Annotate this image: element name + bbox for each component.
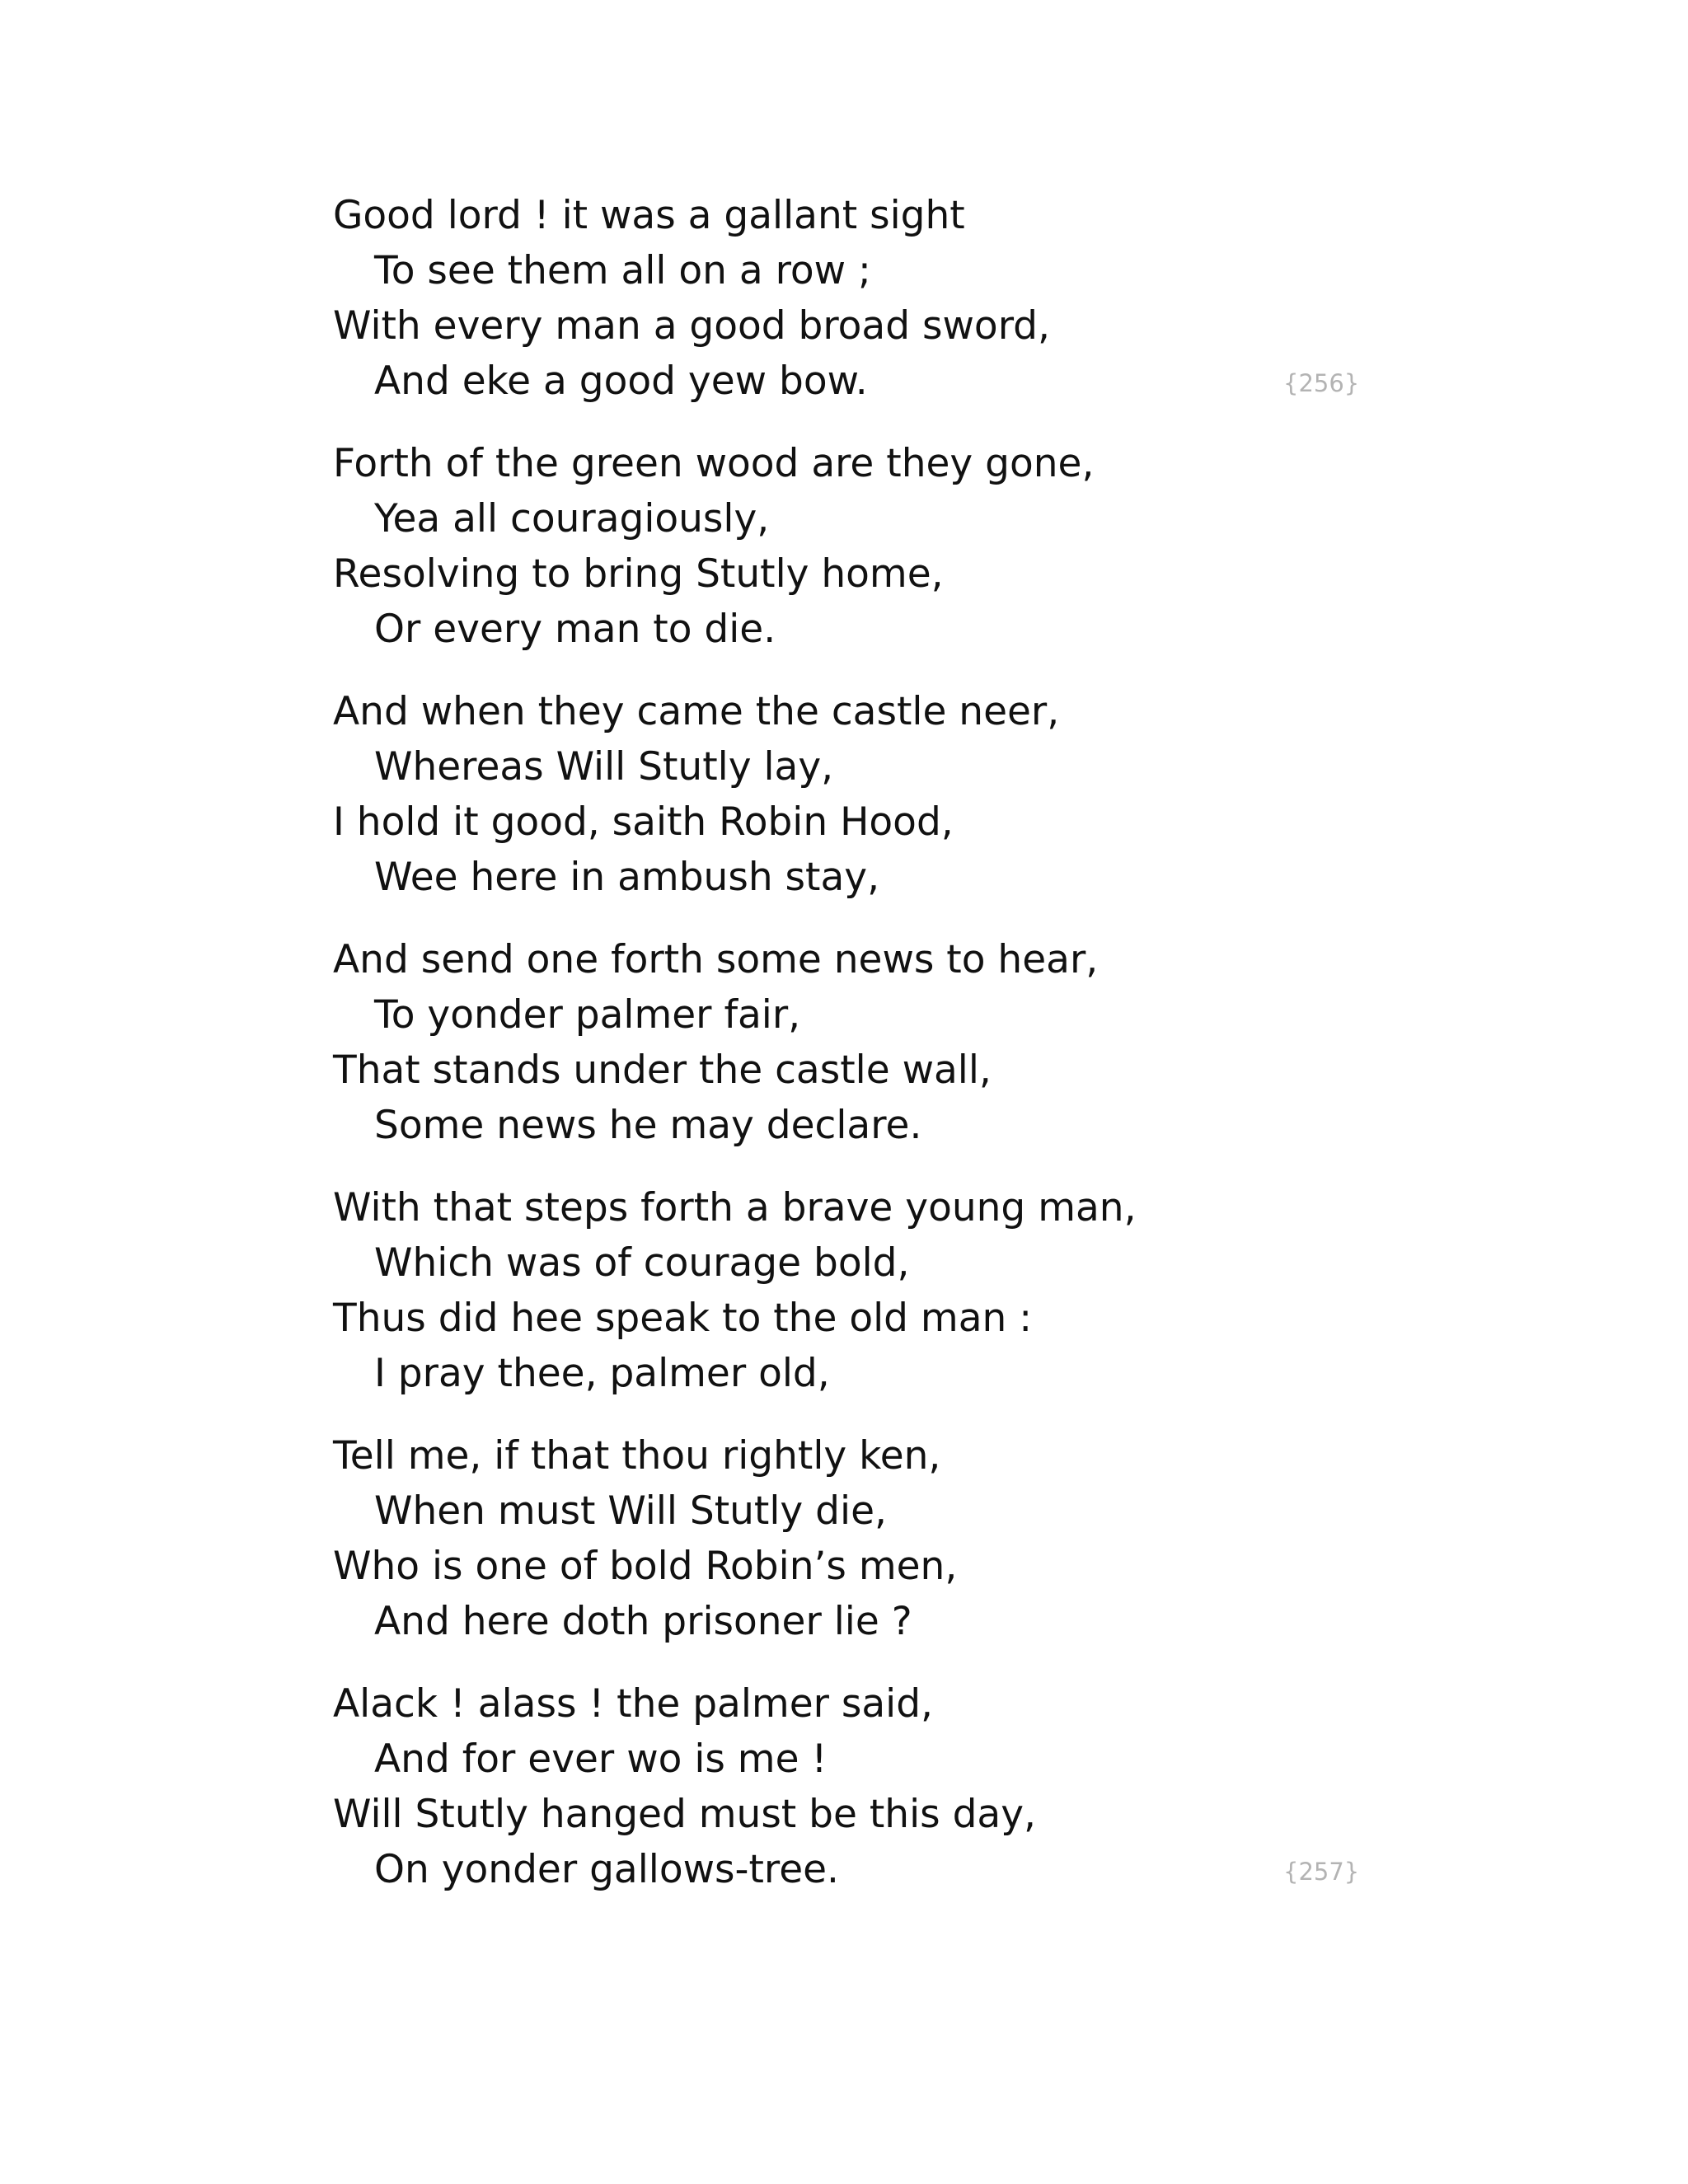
poem <box>333 188 1404 1924</box>
verse-line: I pray thee, palmer old, <box>374 1351 830 1396</box>
verse-line: With every man a good broad sword, <box>333 303 1050 349</box>
stanza-3 <box>333 684 1404 905</box>
stanza-5 <box>333 1180 1404 1401</box>
stanza-6 <box>333 1428 1404 1649</box>
verse-line: Yea all couragiously, <box>374 496 770 541</box>
verse-line: Which was of courage bold, <box>374 1240 910 1286</box>
verse-line: Will Stutly hanged must be this day, <box>333 1792 1036 1837</box>
stanza-1 <box>333 188 1404 409</box>
verse-line: And here doth prisoner lie ? <box>374 1599 912 1644</box>
verse-line: On yonder gallows-tree. <box>374 1847 839 1892</box>
verse-line: To yonder palmer fair, <box>374 992 801 1038</box>
page-number-marker: {256} <box>1283 369 1360 397</box>
verse-line: And eke a good yew bow. <box>374 359 868 404</box>
verse-line: Alack ! alass ! the palmer said, <box>333 1681 933 1727</box>
verse-line: Forth of the green wood are they gone, <box>333 441 1095 486</box>
verse-line: Resolving to bring Stutly home, <box>333 551 944 597</box>
verse-line: Good lord ! it was a gallant sight <box>333 193 965 238</box>
verse-line: Wee here in ambush stay, <box>374 855 880 900</box>
stanza-4 <box>333 932 1404 1153</box>
verse-line: With that steps forth a brave young man, <box>333 1185 1137 1230</box>
stanza-2 <box>333 436 1404 657</box>
verse-line: Some news he may declare. <box>374 1103 922 1148</box>
verse-line: And for ever wo is me ! <box>374 1736 828 1782</box>
verse-line: Whereas Will Stutly lay, <box>374 744 834 790</box>
verse-line: I hold it good, saith Robin Hood, <box>333 799 954 845</box>
verse-line: Tell me, if that thou rightly ken, <box>333 1433 941 1479</box>
verse-line: And when they came the castle neer, <box>333 689 1060 734</box>
verse-line: Thus did hee speak to the old man : <box>333 1296 1033 1341</box>
verse-line: Or every man to die. <box>374 607 776 652</box>
page-number-marker: {257} <box>1283 1858 1360 1886</box>
verse-line: To see them all on a row ; <box>374 248 871 293</box>
verse-line: Who is one of bold Robin’s men, <box>333 1544 958 1589</box>
verse-line: And send one forth some news to hear, <box>333 937 1099 982</box>
verse-line: That stands under the castle wall, <box>333 1047 992 1093</box>
stanza-7 <box>333 1676 1404 1897</box>
verse-line: When must Will Stutly die, <box>374 1488 887 1534</box>
